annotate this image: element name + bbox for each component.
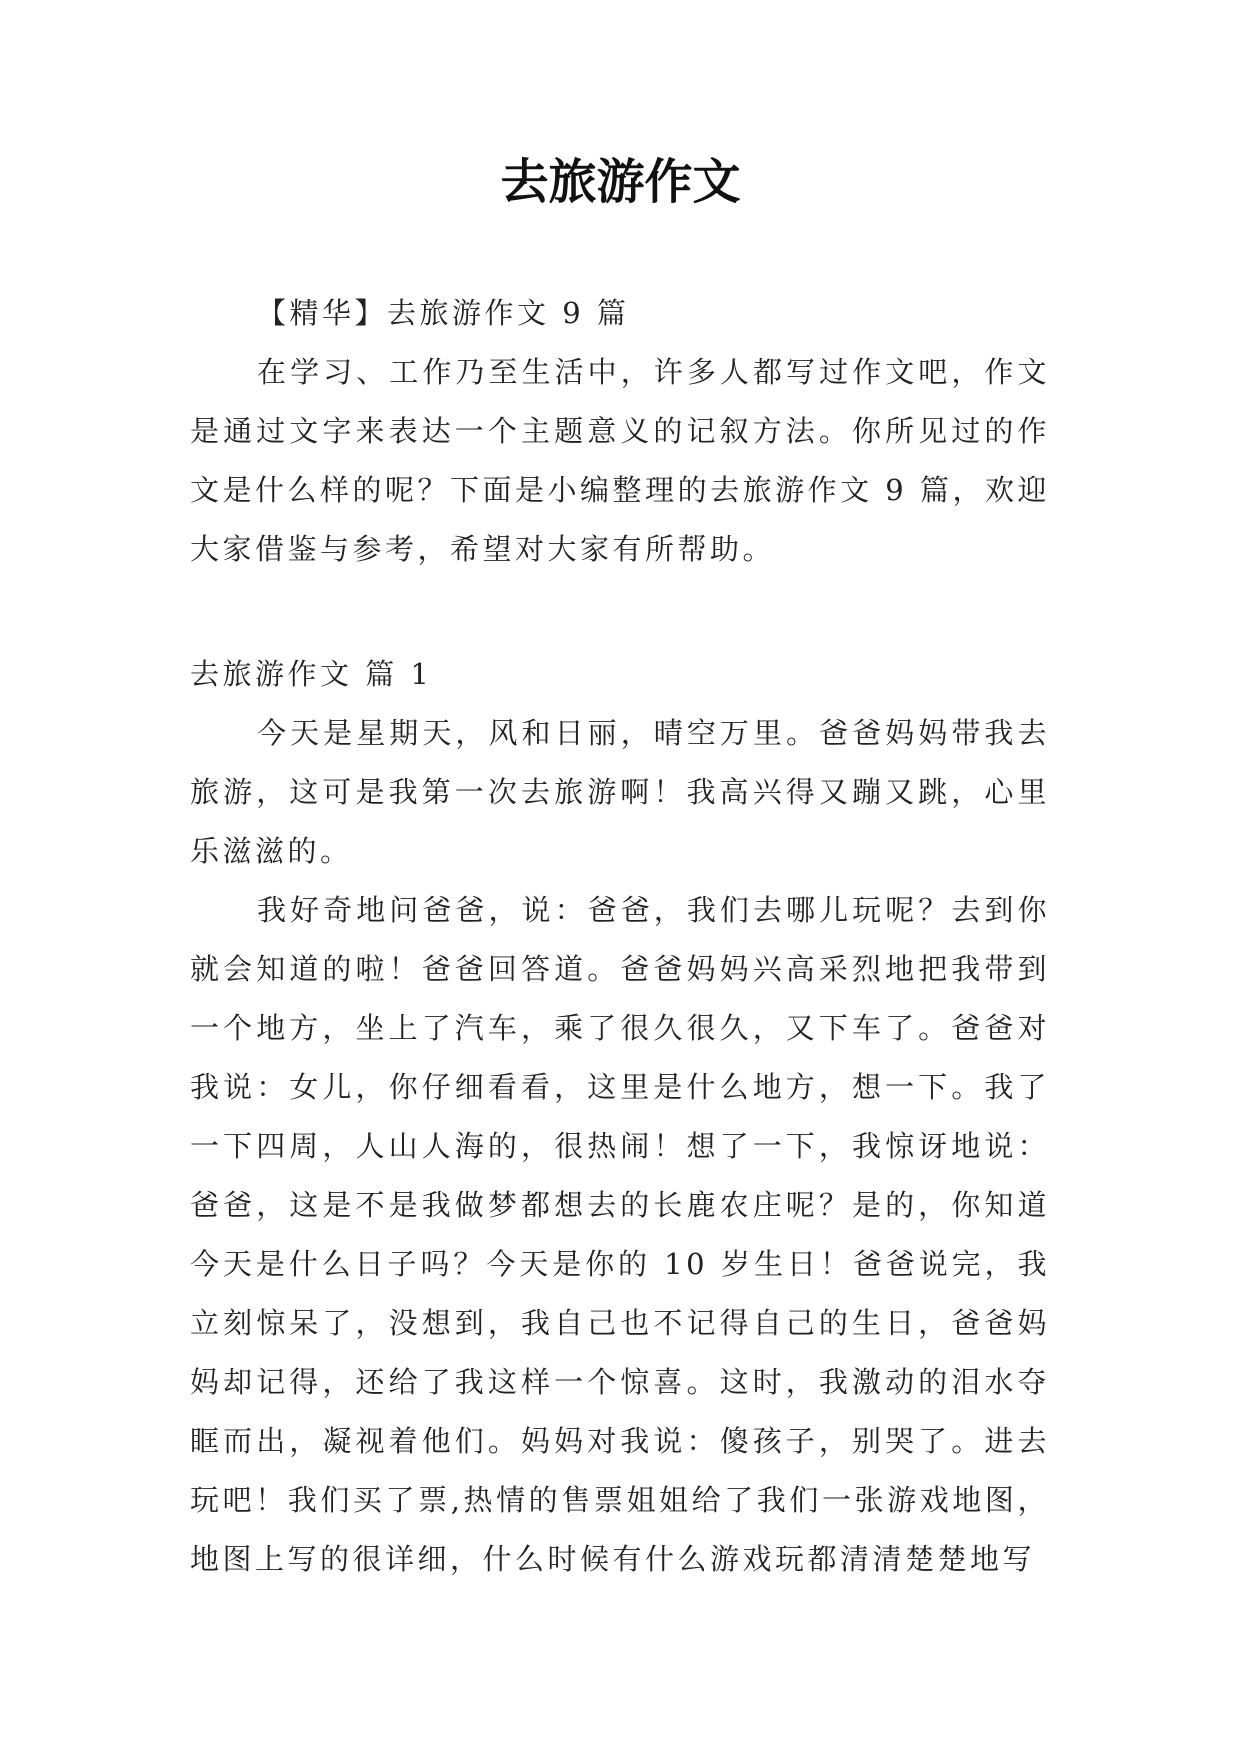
section-heading-1: 去旅游作文 篇 1 [190, 657, 433, 691]
document-title: 去旅游作文 [500, 154, 741, 210]
intro-heading: 【精华】去旅游作文 9 篇 [257, 296, 630, 330]
section1-paragraph-2: 我好奇地问爸爸，说：爸爸，我们去哪儿玩呢？去到你就会知道的啦！爸爸回答道。爸爸妈妈兴高采烈地把我带到一个地方，坐上了汽车，乘了很久很久，又下车了。爸爸对我说：女儿，你仔细看看，这里是什么地方，想一下。我了一下四周，人山人海的，很热闹！想了一下，我惊讶地说：爸爸，这是不是我做梦都想去的长鹿农庄呢？是的，你知道今天是什么日子吗？今天是你的 10 岁生日！爸爸说完，我立刻惊呆了，没想到，我自己也不记得自己的生日，爸爸妈妈却记得，还给了我这样一个惊喜。这时，我激动的泪水夺眶而出，凝视着他们。妈妈对我说：傻孩子，别哭了。进去玩吧！我们买了票,热情的售票姐姐给了我们一张游戏地图，地图上写的很详细，什么时候有什么游戏玩都清清楚楚地写 [190, 893, 1050, 1576]
section-spacer [190, 579, 1050, 645]
document-body [190, 284, 1050, 1589]
section1-paragraph-1: 今天是星期天，风和日丽，晴空万里。爸爸妈妈带我去旅游，这可是我第一次去旅游啊！我高兴得又蹦又跳，心里乐滋滋的。 [190, 716, 1050, 868]
intro-paragraph: 在学习、工作乃至生活中，许多人都写过作文吧，作文是通过文字来表达一个主题意义的记叙方法。你所见过的作文是什么样的呢？下面是小编整理的去旅游作文 9 篇，欢迎大家借鉴与参考，希望对大家有所帮助。 [190, 355, 1050, 566]
